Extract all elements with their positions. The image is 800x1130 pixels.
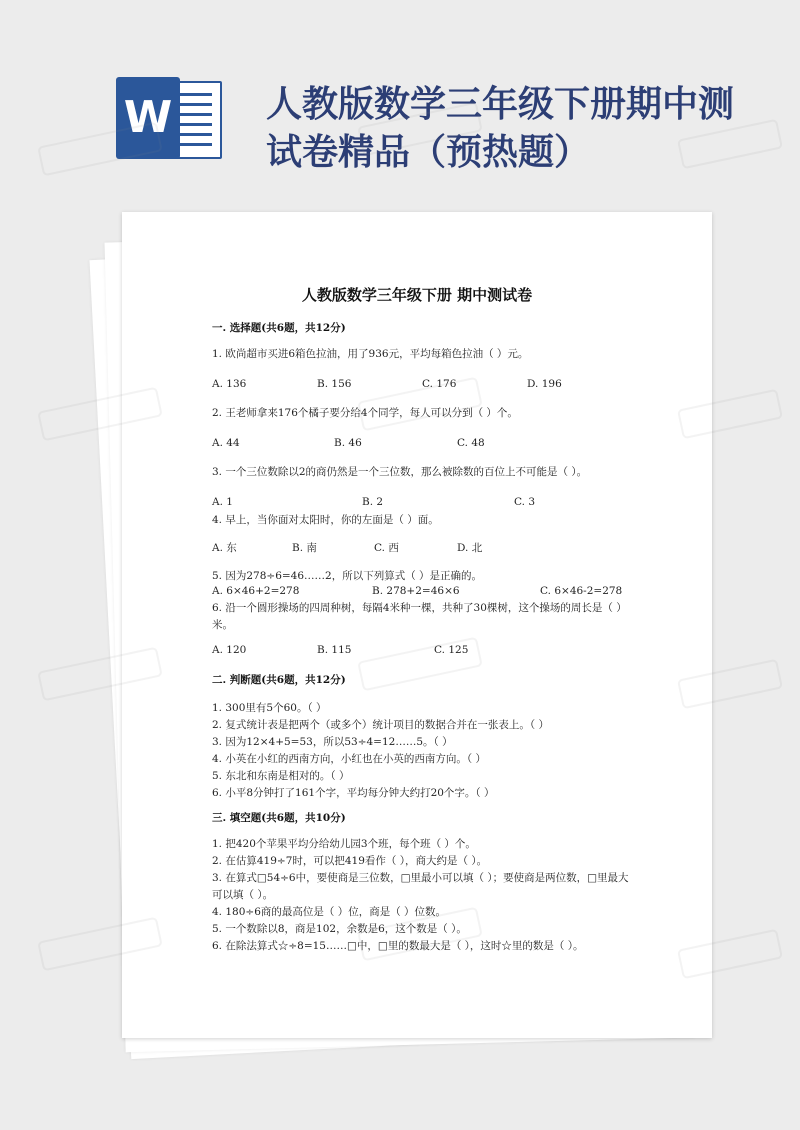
option-a: A. 1 <box>212 496 233 508</box>
question-text: 3. 在算式□54÷6中，要使商是三位数，□里最小可以填（ ）；要使商是两位数，□里最大可以填（ ）。 <box>212 872 629 901</box>
question-text: 1. 欧尚超市买进6箱色拉油，用了936元，平均每箱色拉油（ ）元。 <box>212 348 529 360</box>
word-document-icon <box>116 77 224 159</box>
section-heading-fill: 三. 填空题(共6题，共10分) <box>212 812 346 824</box>
question-text: 1. 300里有5个60。（ ） <box>212 702 327 714</box>
page-title-line-1: 人教版数学三年级下册期中测 <box>266 84 735 125</box>
option-a: A. 136 <box>212 378 247 390</box>
option-row <box>212 378 632 394</box>
option-d: D. 196 <box>527 378 562 390</box>
question-text: 2. 王老师拿来176个橘子要分给4个同学，每人可以分到（ ）个。 <box>212 407 518 419</box>
section-heading-choice: 一. 选择题(共6题，共12分) <box>212 322 346 334</box>
option-b: B. 南 <box>292 542 317 554</box>
option-row <box>212 540 632 556</box>
option-b: B. 2 <box>362 496 384 508</box>
option-b: B. 278+2=46×6 <box>372 585 460 597</box>
option-row <box>212 437 632 453</box>
option-c: C. 6×46-2=278 <box>540 585 623 597</box>
option-a: A. 6×46+2=278 <box>212 585 300 597</box>
option-b: B. 46 <box>334 437 362 449</box>
question-text: 4. 180÷6商的最高位是（ ）位，商是（ ）位数。 <box>212 906 447 918</box>
page-title-line-2: 试卷精品（预热题） <box>266 132 591 173</box>
option-row <box>212 585 632 601</box>
question-text: 4. 小英在小红的西南方向，小红也在小英的西南方向。（ ） <box>212 753 486 765</box>
question-text: 6. 小平8分钟打了161个字，平均每分钟大约打20个字。（ ） <box>212 787 495 799</box>
question-text: 2. 在估算419÷7时，可以把419看作（ ），商大约是（ ）。 <box>212 855 488 867</box>
option-c: C. 3 <box>514 496 536 508</box>
question-text: 2. 复式统计表是把两个（或多个）统计项目的数据合并在一张表上。（ ） <box>212 719 549 731</box>
option-d: D. 北 <box>457 542 483 554</box>
document-title: 人教版数学三年级下册 期中测试卷 <box>301 286 533 304</box>
option-c: C. 125 <box>434 644 469 656</box>
document-page <box>122 212 712 1038</box>
question-text: 5. 因为278÷6=46……2，所以下列算式（ ）是正确的。 <box>212 570 483 582</box>
option-b: B. 115 <box>317 644 352 656</box>
question-text: 4. 早上，当你面对太阳时，你的左面是（ ）面。 <box>212 514 439 526</box>
option-row <box>212 644 632 660</box>
question-text: 6. 沿一个圆形操场的四周种树，每隔4米种一棵，共种了30棵树，这个操场的周长是（ ）米。 <box>212 602 627 631</box>
option-c: C. 176 <box>422 378 457 390</box>
option-a: A. 东 <box>212 542 237 554</box>
question-text: 5. 东北和东南是相对的。（ ） <box>212 770 350 782</box>
question-text: 5. 一个数除以8，商是102，余数是6，这个数是（ ）。 <box>212 923 467 935</box>
section-heading-judgement: 二. 判断题(共6题，共12分) <box>212 674 346 686</box>
option-b: B. 156 <box>317 378 352 390</box>
option-c: C. 西 <box>374 542 399 554</box>
option-row <box>212 496 632 512</box>
question-text: 3. 因为12×4+5=53，所以53÷4=12……5。（ ） <box>212 736 453 748</box>
option-c: C. 48 <box>457 437 485 449</box>
question-text: 3. 一个三位数除以2的商仍然是一个三位数，那么被除数的百位上不可能是（ ）。 <box>212 466 588 478</box>
word-badge: W <box>116 77 180 159</box>
question-text: 1. 把420个苹果平均分给幼儿园3个班，每个班（ ）个。 <box>212 838 476 850</box>
page-header <box>0 0 800 210</box>
option-a: A. 120 <box>212 644 247 656</box>
question-text: 6. 在除法算式☆÷8=15……□中，□里的数最大是（ ），这时☆里的数是（ ）。 <box>212 940 584 952</box>
option-a: A. 44 <box>212 437 240 449</box>
